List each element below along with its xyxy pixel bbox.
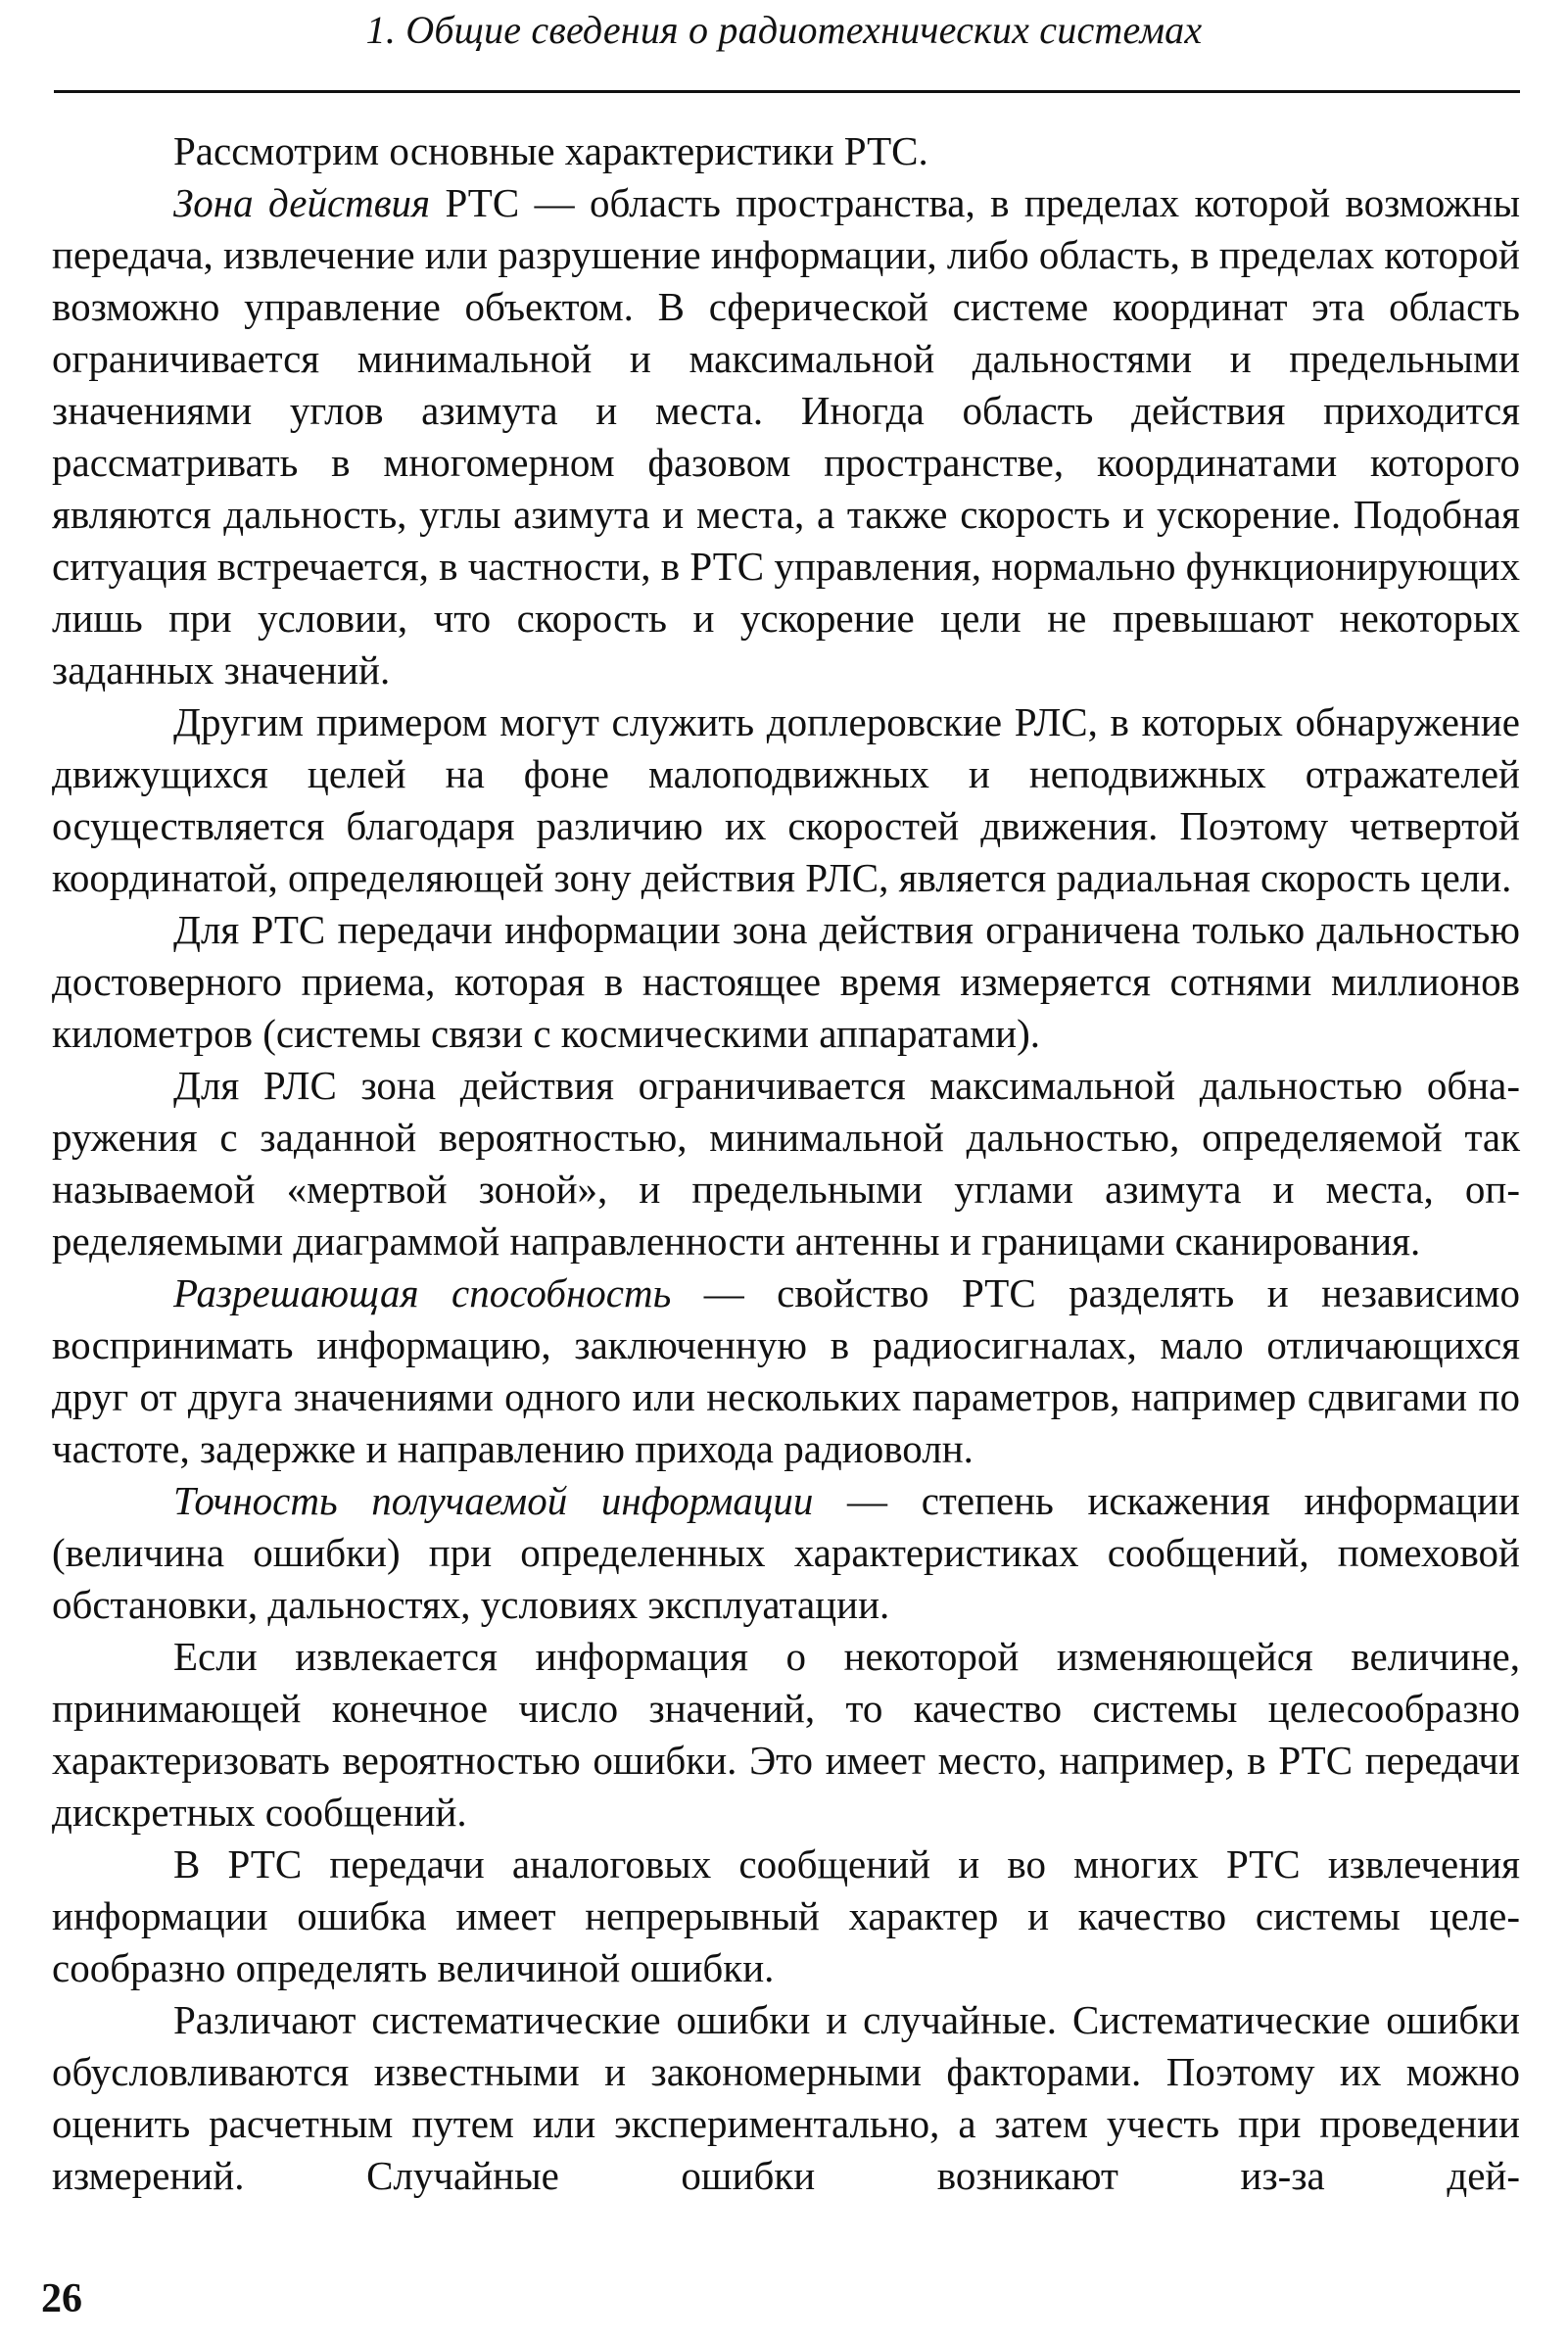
paragraph-text: Другим примером могут служить доплеровские РЛС, в которых обнаружение движущихся целей на фоне малоподвижных и неподвижных отражателей осуществляется благодаря различию их скоростей движения. Поэтому четвертой координатой, определяющей зону действия РЛС, является радиальная скорость цели. (52, 699, 1520, 900)
paragraph-analog-error (52, 1839, 1520, 1994)
paragraph-text: Рассмотрим основные характеристики РТС. (173, 128, 928, 173)
paragraph-doppler-radar (52, 696, 1520, 904)
paragraph-intro (52, 125, 1520, 177)
paragraph-text: — свойство РТС разделять и независимо воспринимать информацию, заключенную в радиосигналах, мало отличающихся друг от друга значениями одного или нескольких параметров, например сдвигами по частоте, задержке и направлению прихода радиоволн. (52, 1270, 1520, 1471)
header-rule (54, 90, 1520, 93)
paragraph-text: — степень искажения информации (величина ошибки) при определенных характеристиках сообщений, помеховой обстановки, дальностях, условиях эксплуатации. (52, 1478, 1520, 1627)
page-number: 26 (41, 2276, 82, 2321)
paragraph-coverage-zone (52, 177, 1520, 696)
paragraph-accuracy (52, 1475, 1520, 1631)
paragraph-error-types (52, 1994, 1520, 2202)
paragraph-text: Для РЛС зона действия ограничивается максимальной дальностью обнаружения с заданной вероятностью, минимальной дальностью, определяемой так называемой «мертвой зоной», и предельными углами азимута и места, определяемыми диаграммой направленности антенны и границами сканирования. (52, 1063, 1520, 1264)
paragraph-text: РТС — область пространства, в пределах которой возможны передача, извлечение или разрушение информации, либо область, в пределах которой возможно управление объектом. В сферической системе координат эта область ограничивается минимальной и максимальной дальностями и предельными значениями углов азимута и места. Иногда область действия приходится рассматривать в многомерном фазовом пространстве, координатами которого являются дальность, углы азимута и места, а также скорость и ускорение. Подобная ситуация встречается, в частности, в РТС управления, нормально функционирующих лишь при условии, что скорость и ускорение цели не превышают некоторых заданных значений. (52, 180, 1520, 693)
paragraph-transmission-range (52, 904, 1520, 1060)
running-header-title: 1. Общие сведения о радиотехнических системах (365, 8, 1203, 52)
paragraph-error-probability (52, 1631, 1520, 1839)
paragraph-text: Различают систематические ошибки и случайные. Систематические ошибки обусловливаются известными и закономерными факторами. Поэтому их можно оценить расчетным путем или экспериментально, а затем учесть при проведении измерений. Случайные ошибки возникают из-за дей- (52, 1997, 1520, 2198)
paragraph-text: Для РТС передачи информации зона действия ограничена только дальностью достоверного приема, которая в настоящее время измеряется сотнями миллионов километров (системы связи с космическими аппаратами). (52, 907, 1520, 1056)
term-accuracy: Точность получаемой информации (173, 1478, 814, 1523)
paragraph-radar-zone (52, 1060, 1520, 1267)
term-coverage-zone: Зона действия (173, 180, 431, 225)
paragraph-resolution (52, 1267, 1520, 1475)
paragraph-text: В РТС передачи аналоговых сообщений и во многих РТС извлечения информации ошибка имеет непрерывный характер и качество системы целесообразно определять величиной ошибки. (52, 1841, 1520, 1990)
paragraph-text: Если извлекается информация о некоторой изменяющейся величине, принимающей конечное число значений, то качество системы целесообразно характеризовать вероятностью ошибки. Это имеет место, например, в РТС передачи дискретных сообщений. (52, 1634, 1520, 1835)
body-text (52, 125, 1520, 2202)
term-resolution: Разрешающая способность (173, 1270, 672, 1315)
